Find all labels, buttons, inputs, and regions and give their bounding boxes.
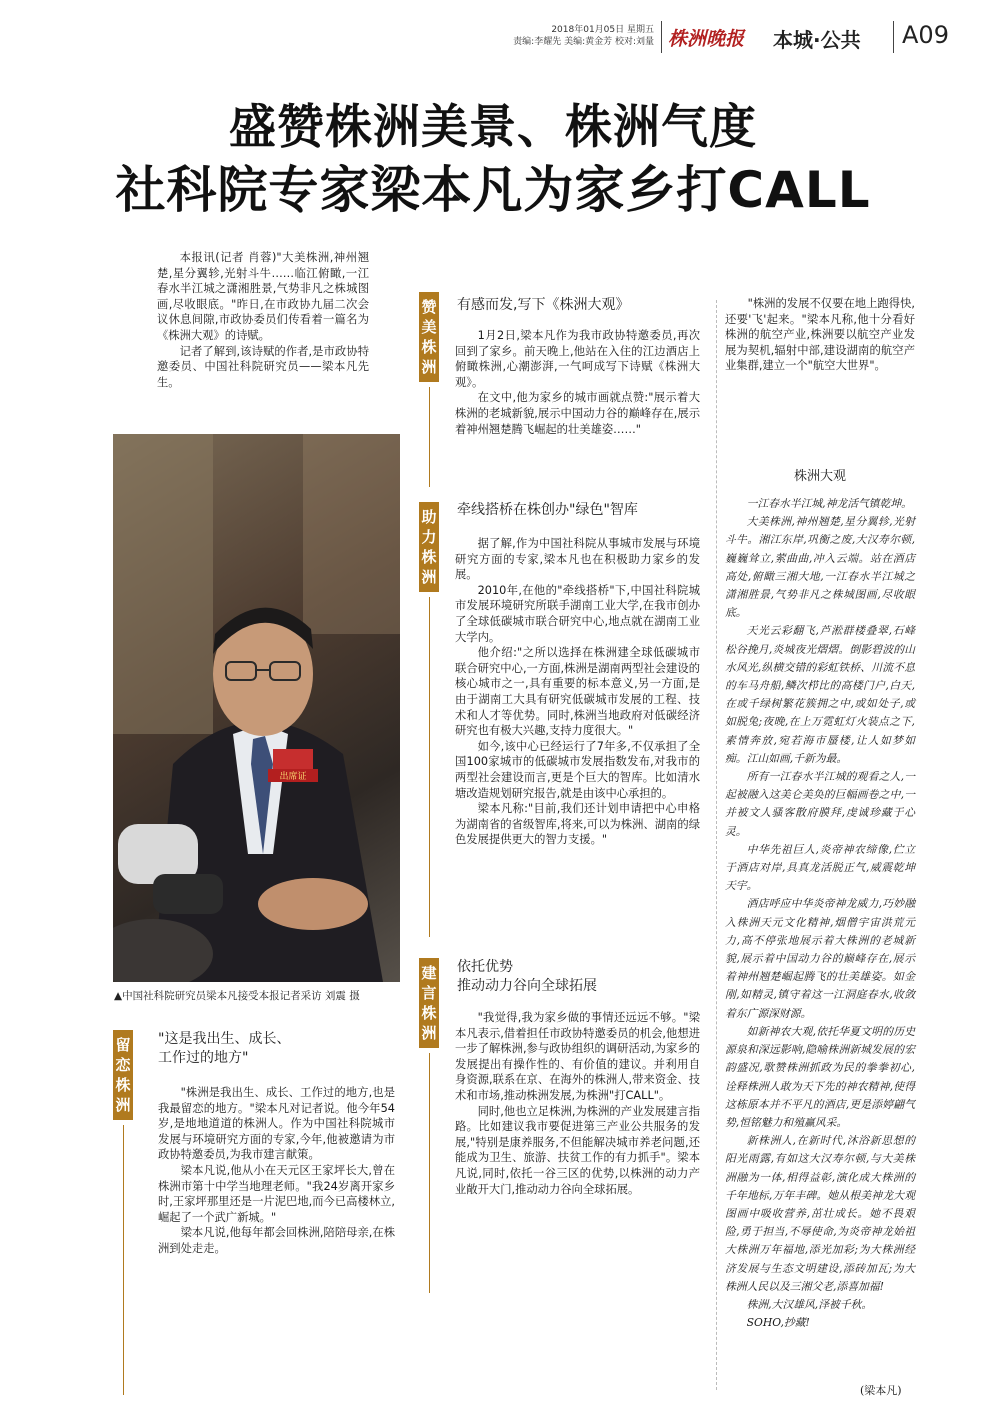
poem-paragraph: 所有一江春水半江城的观看之人,一起被融入这美仑美奂的巨幅画卷之中,一并被文人骚客散府膜拜,虔诚珍藏于心灵。: [725, 770, 915, 838]
section-name: 本城·公共: [773, 28, 861, 52]
tag-liulian-line: [123, 1125, 124, 1395]
poem-paragraph: 株洲,大汉雄风,泽被千秋。: [746, 1297, 873, 1311]
poem-paragraph: SOHO,抄藏!: [746, 1316, 810, 1330]
liulian-subtitle-line2: 工作过的地方": [158, 1050, 249, 1066]
poem-body: [725, 495, 915, 1332]
poem-paragraph: 天光云彩翻飞,芦淞群楼叠翠,石峰松谷挽月,炎城夜光熠熠。倒影碧波的山水风光,纵横交错的彩虹铁桥、川流不息的车马舟船,鳞次栉比的高楼门户,白天,在或千绿树繁花簇拥之中,或如处子,或如脱兔;夜晚,在上万霓虹灯火装点之下,素情奔放,宛若海市蜃楼,让人如梦如痴。江山如画,千新为最。: [725, 624, 915, 765]
tag-jianyan: 建言株洲: [419, 958, 439, 1048]
zhuli-paragraph: 据了解,作为中国社科院从事城市发展与环境研究方面的专家,梁本凡也在积极助力家乡的发展。: [455, 537, 700, 582]
poem-paragraph: 中华先祖巨人,炎帝神农缔像,伫立于酒店对岸,具真龙活脱正气,威震乾坤天宇。: [725, 842, 915, 893]
zanmei-text: [455, 328, 700, 437]
poem-paragraph: 新株洲人,在新时代,沐浴新思想的阳光雨露,有如这大汉寿尔顿,与大美株洲融为一体,相得益彰,演化成大株洲的千年地标,万年丰碑。她从根美神龙大观图画中吸收营养,茁壮成长。她不畏艰险,勇于担当,不辱使命,为炎帝神龙始祖大株洲万年福地,添光加彩;为大株洲经济发展与生态文明建设,添砖加瓦;为大株洲人民以及三湘父老,添喜加福!: [725, 1134, 915, 1293]
editors-line: 责编:李耀先 美编:黄金芳 校对:刘量: [513, 37, 654, 47]
jianyan-subtitle-line2: 推动动力谷向全球拓展: [457, 978, 597, 994]
zanmei-subtitle: 有感而发,写下《株洲大观》: [457, 297, 630, 313]
brand-logo: 株洲晚报: [668, 28, 745, 50]
zhuli-paragraph: 他介绍:"之所以选择在株洲建全球低碳城市联合研究中心,一方面,株洲是湖南两型社会建设的核心城市之一,具有重要的标本意义,另一方面,是由于湖南工大具有研究低碳城市发展的工程、技术和人才等优势。同时,株洲当地政府对低碳经济研究也有极大兴趣,支持力度很大。": [455, 646, 700, 738]
zhuli-paragraph: 梁本凡称:"目前,我们还计划申请把中心申格为湖南省的省级智库,将来,可以为株洲、湖南的绿色发展提供更大的智力支援。": [455, 802, 700, 847]
poem-signature: (梁本凡): [860, 1384, 902, 1397]
photo-caption: ▲中国社科院研究员梁本凡接受本报记者采访 刘震 摄: [114, 990, 360, 1002]
date-line: 2018年01月05日 星期五: [551, 25, 654, 35]
jianyan-text: [455, 1010, 700, 1197]
right-text: [725, 296, 915, 374]
poem-title: 株洲大观: [793, 469, 846, 484]
tag-zhuli-line: [429, 597, 430, 937]
intro-text: [157, 250, 369, 390]
poem-paragraph: 大美株洲,神州翘楚,星分翼轸,光射斗牛。湘江东岸,巩衡之废,大汉寿尔顿,巍巍耸立,萦曲曲,冲入云端。站在酒店高处,俯瞰三湘大地,一江春水半江城之潇湘胜景,气势非凡之株城图画,尽收眼底。: [725, 515, 915, 620]
intro-paragraph: 本报讯(记者 肖蓉)"大美株洲,神州翘楚,星分翼轸,光射斗牛……临江俯瞰,一江春水半江城之潇湘胜景,气势非凡之株城图画,尽收眼底。"昨日,在市政协九届二次会议休息间隙,市政协委员们传看着一篇名为《株洲大观》的诗赋。: [157, 251, 369, 342]
credential-badge: 出席证: [268, 769, 318, 782]
header-divider-2: [893, 21, 894, 53]
tag-liulian: 留恋株洲: [113, 1030, 133, 1120]
jianyan-paragraph: 同时,他也立足株洲,为株洲的产业发展建言指路。比如建议我市要促进第三产业公共服务的发展,"特别是康养服务,不但能解决城市养老问题,还能成为卫生、旅游、扶贫工作的有力抓手"。梁本凡说,同时,依托一谷三区的优势,以株洲的动力产业敞开大门,推动动力谷向全球拓展。: [455, 1104, 700, 1196]
liulian-paragraph: 梁本凡说,他从小在天元区王家坪长大,曾在株洲市第十中学当地理老师。"我24岁离开家乡时,王家坪那里还是一片泥巴地,而今已高楼林立,崛起了一个武广新城。": [158, 1163, 395, 1224]
headline-line1: 盛赞株洲美景、株洲气度: [229, 100, 757, 155]
jianyan-subtitle: [457, 958, 697, 996]
zhuli-paragraph: 如今,该中心已经运行了7年多,不仅承担了全国100家城市的低碳城市发展指数发布,对我市的两型社会建设而言,更是个巨大的智库。比如清水塘改造规划研究报告,就是由该中心承担的。: [455, 739, 700, 800]
zhuli-paragraph: 2010年,在他的"牵线搭桥"下,中国社科院城市发展环境研究所联手湖南工业大学,在我市创办了全球低碳城市联合研究中心,地点就在湖南工业大学内。: [455, 583, 700, 644]
intro-paragraph: 记者了解到,该诗赋的作者,是市政协特邀委员、中国社科院研究员——梁本凡先生。: [157, 344, 369, 389]
zhuli-text: [455, 536, 700, 848]
poem-paragraph: 酒店呼应中华炎帝神龙威力,巧妙融入株洲天元文化精神,烟僧宇宙洪荒元力,高不停张地展示着大株洲的老城新貌,展示着中国动力谷的巅峰存在,展示着神州翘楚崛起腾飞的壮美雄姿。如金刚,如精灵,镇守着这一江洞庭春水,收敛着东广源深财源。: [725, 897, 915, 1020]
photo-illustration: [113, 434, 400, 982]
header-divider-1: [661, 21, 662, 53]
zanmei-paragraph: 1月2日,梁本凡作为我市政协特邀委员,再次回到了家乡。前天晚上,他站在入住的江边酒店上俯瞰株洲,心潮澎湃,一气呵成写下诗赋《株洲大观》。: [455, 329, 700, 389]
poem-paragraph: 一江春水半江城,神龙活气镇乾坤。: [746, 497, 912, 510]
jianyan-paragraph: "我觉得,我为家乡做的事情还远远不够。"梁本凡表示,借着担任市政协特邀委员的机会,他想进一步了解株洲,参与政协组织的调研活动,为家乡的发展提出有操作性的、有价值的建议。并利用自身资源,联系在京、在海外的株洲人,带来资金、技术和市场,推动株洲发展,为株洲"打CALL"。: [455, 1011, 700, 1102]
column-separator: [716, 300, 717, 1390]
tag-zhuli: 助力株洲: [419, 502, 439, 592]
page-number: A09: [902, 21, 949, 49]
liulian-paragraph: 梁本凡说,他每年都会回株洲,陪陪母亲,在株洲到处走走。: [158, 1226, 395, 1255]
zhuli-subtitle: 牵线搭桥在株创办"绿色"智库: [457, 502, 638, 518]
tag-jianyan-line: [429, 1053, 430, 1293]
interview-photo: [113, 434, 400, 982]
tag-zanmei-line: [429, 387, 430, 487]
headline-line2: 社科院专家梁本凡为家乡打CALL: [115, 161, 871, 219]
tag-zanmei: 赞美株洲: [419, 292, 439, 382]
liulian-subtitle-line1: "这是我出生、成长、: [158, 1031, 291, 1047]
liulian-subtitle: [158, 1030, 378, 1068]
liulian-text: [158, 1085, 395, 1257]
jianyan-subtitle-line1: 依托优势: [457, 959, 513, 975]
zanmei-paragraph: 在文中,他为家乡的城市画就点赞:"展示着大株洲的老城新貌,展示中国动力谷的巅峰存在,展示着神州翘楚腾飞崛起的壮美雄姿……": [455, 391, 700, 436]
poem-paragraph: 如新神农大观,依托华夏文明的历史源泉和深远影响,隐喻株洲新城发展的宏韵盛况,歌赞株洲抓政为民的拳拳初心,诠释株洲人敢为天下先的神农精神,使得这栋原本并不平凡的酒店,更是添婷翩气势,恒铭魅力和殖赢风采。: [725, 1024, 915, 1129]
right-paragraph: "株洲的发展不仅要在地上跑得快,还要'飞'起来。"梁本凡称,他十分看好株洲的航空产业,株洲要以航空产业发展为契机,辐射中部,建设湖南的航空产业集群,建立一个"航空大世界"。: [725, 297, 915, 373]
liulian-paragraph: "株洲是我出生、成长、工作过的地方,也是我最留恋的地方。"梁本凡对记者说。他今年54岁,是地地道道的株洲人。作为中国社科院城市发展与环境研究方面的专家,今年,他被邀请为市政协特邀委员,为我市建言献策。: [158, 1086, 395, 1162]
header-meta: [470, 24, 654, 48]
